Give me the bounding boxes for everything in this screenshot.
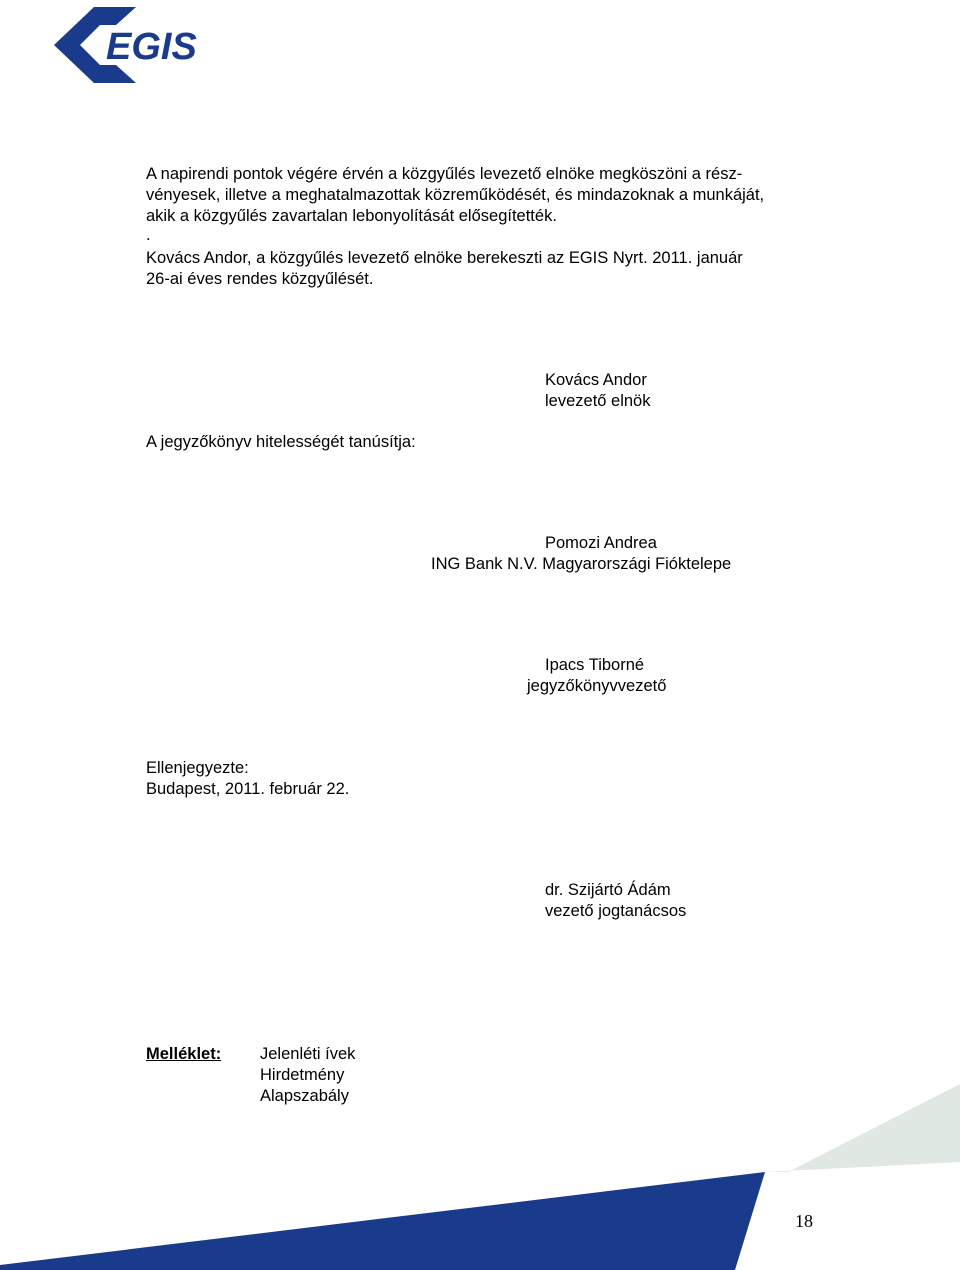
egis-logo <box>54 5 214 85</box>
closing-paragraph-2 <box>146 248 816 290</box>
text-line: Kovács Andor, a közgyűlés levezető elnöke berekeszti az EGIS Nyrt. 2011. január <box>146 249 743 267</box>
text-line: vényesek, illetve a meghatalmazottak közreműködését, és mindazoknak a munkáját, <box>146 186 765 204</box>
authentication-label: A jegyzőkönyv hitelességét tanúsítja: <box>146 433 416 451</box>
closing-paragraph-1 <box>146 164 816 227</box>
countersign-label: Ellenjegyezte: <box>146 759 249 777</box>
countersign-place-date: Budapest, 2011. február 22. <box>146 780 350 798</box>
text-line: 26-ai éves rendes közgyűlését. <box>146 270 374 288</box>
attachment-item: Jelenléti ívek <box>260 1045 356 1063</box>
counsel-name: dr. Szijártó Ádám <box>545 881 671 899</box>
attachment-item: Alapszabály <box>260 1087 349 1105</box>
authenticator-name: Pomozi Andrea <box>545 534 657 552</box>
chairman-name: Kovács Andor <box>545 371 647 389</box>
recorder-name: Ipacs Tiborné <box>545 656 645 674</box>
stray-dot: . <box>146 226 151 244</box>
attachments-label: Melléklet: <box>146 1045 222 1063</box>
authenticator-org: ING Bank N.V. Magyarországi Fióktelepe <box>431 555 732 573</box>
page-number: 18 <box>795 1211 813 1231</box>
text-line: A napirendi pontok végére érvén a közgyűlés levezető elnöke megköszöni a rész- <box>146 165 743 183</box>
recorder-title: jegyzőkönyvvezető <box>527 677 667 695</box>
counsel-title: vezető jogtanácsos <box>545 902 687 920</box>
svg-text:EGIS: EGIS <box>106 26 197 68</box>
footer-decoration <box>0 1080 960 1270</box>
text-line: akik a közgyűlés zavartalan lebonyolítását elősegítették. <box>146 207 557 225</box>
chairman-title: levezető elnök <box>545 392 651 410</box>
attachment-item: Hirdetmény <box>260 1066 345 1084</box>
